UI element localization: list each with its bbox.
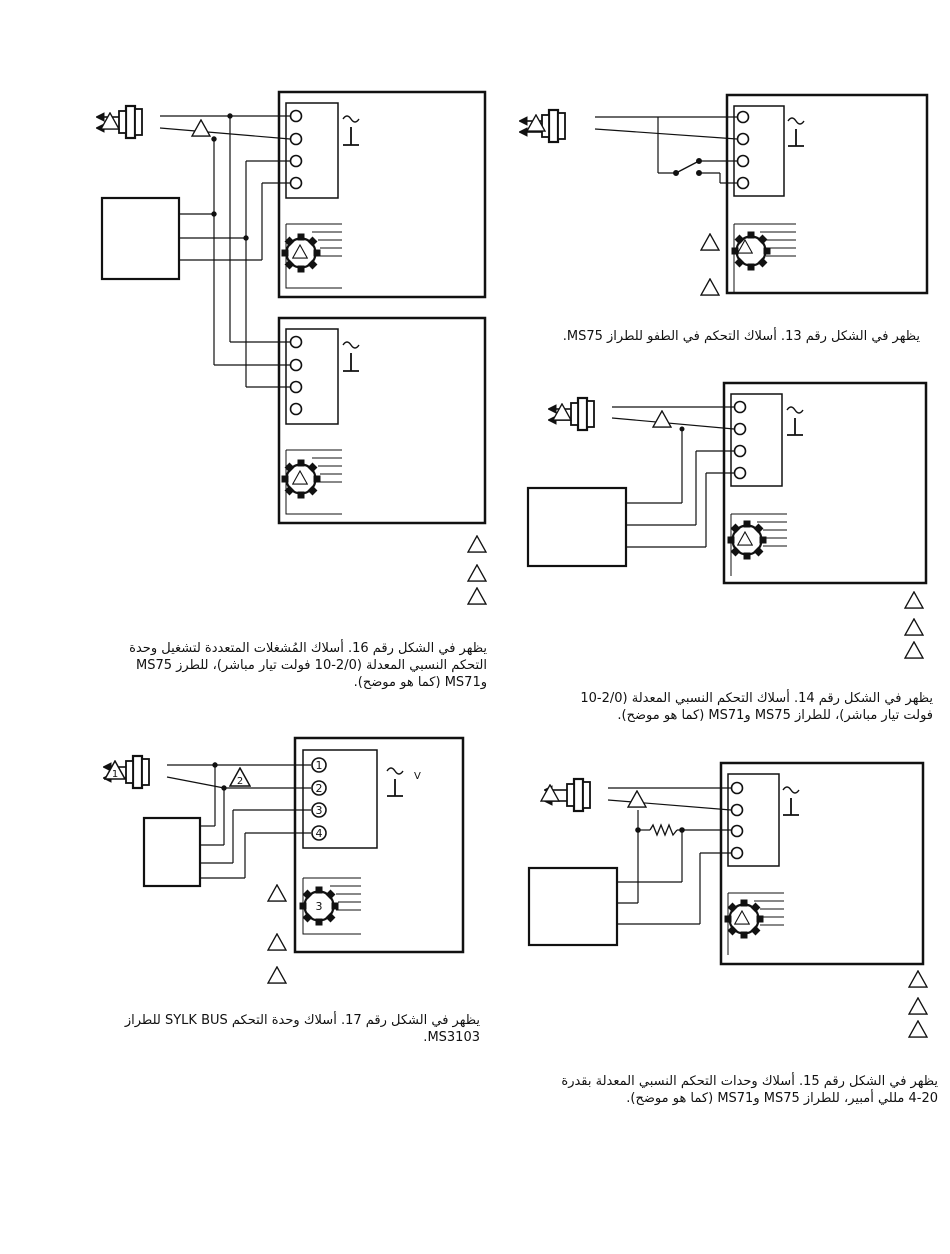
controller-box (528, 488, 626, 566)
controller-box (144, 818, 200, 886)
figure-16-diagram (96, 92, 486, 604)
warning-2-label: 2 (236, 776, 244, 787)
plug-connector-icon (548, 398, 594, 430)
warning-icon (468, 536, 486, 552)
figure-17-diagram (103, 738, 463, 983)
switch-icon (676, 161, 699, 173)
ground-icon (788, 129, 804, 146)
terminal-block (731, 394, 782, 486)
caption-line: يظهر في الشكل رقم 14. أسلاك التحكم النسبي المعدلة (2/0-10 (580, 691, 933, 706)
warning-icon (628, 791, 646, 807)
voltage-label: V (414, 771, 421, 782)
plug-connector-icon (96, 106, 142, 138)
warning-icon (268, 934, 286, 950)
ground-icon (783, 798, 799, 815)
terminal-2-label: 2 (315, 782, 323, 795)
controller-box (529, 868, 617, 945)
terminal-1-label: 1 (315, 759, 323, 772)
caption-line: 4-20 مللي أمبير، للطراز MS75 وMS71 (كما هو موضح). (626, 1091, 938, 1106)
warning-icon (905, 642, 923, 658)
terminal-4-label: 4 (315, 827, 323, 840)
warning-icon (909, 1021, 927, 1037)
figure-13-diagram (519, 95, 927, 295)
figure-16-caption (77, 640, 487, 691)
ground-icon (343, 127, 359, 145)
warning-icon (468, 565, 486, 581)
warning-icon (468, 588, 486, 604)
resistor-icon (650, 825, 677, 835)
warning-icon (192, 120, 210, 136)
terminal-block (728, 774, 779, 866)
warning-icon (701, 279, 719, 295)
caption-line: MS3103. (423, 1030, 480, 1045)
caption-line: فولت تيار مباشر)، للطراز MS75 وMS71 (كما هو موضح). (617, 708, 933, 723)
actuator-box (721, 763, 923, 964)
caption-line: يظهر في الشكل رقم 16. أسلاك المُشغلات المتعددة لتشغيل وحدة (129, 641, 487, 656)
warning-icon (653, 411, 671, 427)
ground-icon (387, 779, 403, 796)
caption-line: يظهر في الشكل رقم 17. أسلاك وحدة التحكم SYLK BUS للطراز (124, 1013, 480, 1028)
controller-box (102, 198, 179, 279)
warning-icon (541, 785, 559, 801)
caption-line: يظهر في الشكل رقم 15. أسلاك وحدات التحكم النسبي المعدلة بقدرة (561, 1074, 938, 1089)
figure-15-diagram (529, 763, 927, 1037)
caption-line: يظهر في الشكل رقم 13. أسلاك التحكم في الطفو للطراز MS75. (562, 329, 920, 344)
warning-icon (905, 592, 923, 608)
warning-1-label: 1 (111, 769, 119, 780)
warning-icon (909, 998, 927, 1014)
ground-icon (787, 418, 803, 435)
warning-icon (909, 971, 927, 987)
gear-warning-3-label: 3 (315, 900, 323, 913)
figure-14-caption (523, 690, 933, 724)
warning-icon (268, 967, 286, 983)
caption-line: وMS71 (كما هو موضح). (353, 675, 487, 690)
figure-14-diagram (528, 383, 926, 658)
caption-line: التحكم النسبي المعدلة (2/0-10 فولت تيار مباشر)، للطرز MS75 (135, 658, 487, 673)
terminal-block (286, 103, 338, 198)
terminal-block (303, 750, 377, 848)
figure-15-caption (518, 1073, 938, 1107)
ground-icon (343, 353, 359, 371)
warning-icon (701, 234, 719, 250)
terminal-block (286, 329, 338, 424)
figure-17-caption (80, 1012, 480, 1046)
warning-icon (905, 619, 923, 635)
terminal-block (734, 106, 784, 196)
warning-icon (268, 885, 286, 901)
terminal-3-label: 3 (315, 804, 323, 817)
figure-13-caption (520, 328, 920, 345)
